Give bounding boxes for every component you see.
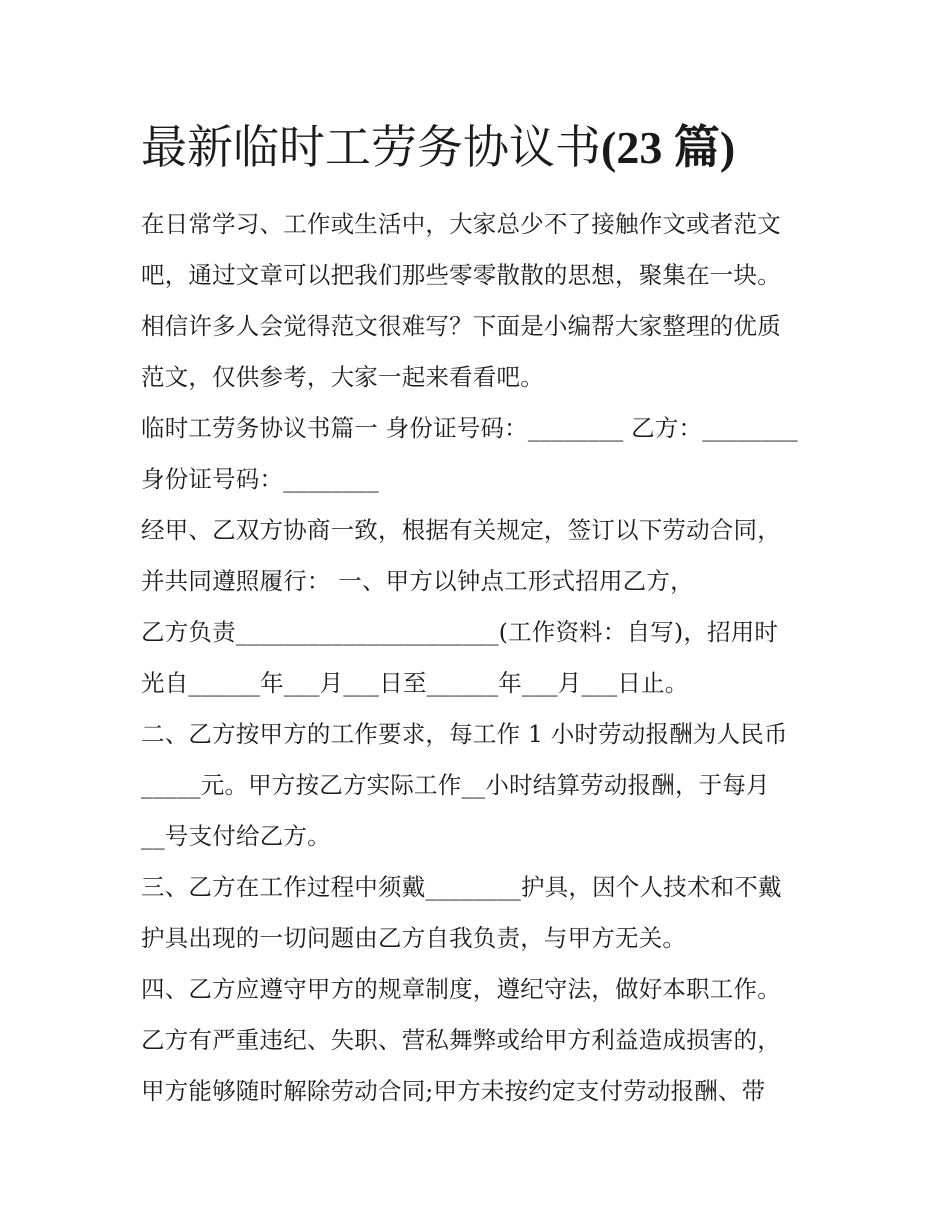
paragraph-line: 范文，仅供参考，大家一起来看看吧。 <box>141 363 544 391</box>
paragraph-line: 吧，通过文章可以把我们那些零零散散的思想，聚集在一块。 <box>141 261 781 289</box>
document-page <box>141 112 821 1117</box>
paragraph-line: 临时工劳务协议书篇一 身份证号码：________ 乙方：________ <box>141 414 798 442</box>
paragraph-line: 光自______年___月___日至______年___月___日止。 <box>141 669 689 697</box>
paragraph-clause-4 <box>141 964 821 1117</box>
paragraph-clause-1 <box>141 505 821 709</box>
paragraph-line: 经甲、乙双方协商一致，根据有关规定，签订以下劳动合同， <box>141 516 781 544</box>
title-suffix: (23 篇) <box>601 122 736 173</box>
paragraph-line: 甲方能够随时解除劳动合同;甲方未按约定支付劳动报酬、带 <box>141 1077 766 1105</box>
paragraph-line: __号支付给乙方。 <box>141 822 331 850</box>
paragraph-parties <box>141 403 821 505</box>
paragraph-line: 身份证号码：________ <box>141 465 379 493</box>
paragraph-line: _____元。甲方按乙方实际工作__小时结算劳动报酬，于每月 <box>141 771 770 799</box>
paragraph-line: 乙方有严重违纪、失职、营私舞弊或给甲方利益造成损害的， <box>141 1026 781 1054</box>
paragraph-intro <box>141 199 821 403</box>
paragraph-line: 相信许多人会觉得范文很难写？下面是小编帮大家整理的优质 <box>141 312 781 340</box>
paragraph-line: 二、乙方按甲方的工作要求，每工作 1 小时劳动报酬为人民币 <box>141 720 788 748</box>
document-body <box>141 199 821 1117</box>
paragraph-line: 乙方负责______________________(工作资料：自写)，招用时 <box>141 618 779 646</box>
paragraph-line: 四、乙方应遵守甲方的规章制度，遵纪守法，做好本职工作。 <box>141 975 781 1003</box>
paragraph-line: 护具出现的一切问题由乙方自我负责，与甲方无关。 <box>141 924 687 952</box>
paragraph-line: 在日常学习、工作或生活中，大家总少不了接触作文或者范文 <box>141 210 781 238</box>
document-title <box>141 112 821 183</box>
paragraph-clause-2 <box>141 709 821 862</box>
paragraph-clause-3 <box>141 862 821 964</box>
title-main: 最新临时工劳务协议书 <box>141 120 601 174</box>
paragraph-line: 并共同遵照履行： 一、甲方以钟点工形式招用乙方， <box>141 567 694 595</box>
paragraph-line: 三、乙方在工作过程中须戴________护具，因个人技术和不戴 <box>141 873 782 901</box>
